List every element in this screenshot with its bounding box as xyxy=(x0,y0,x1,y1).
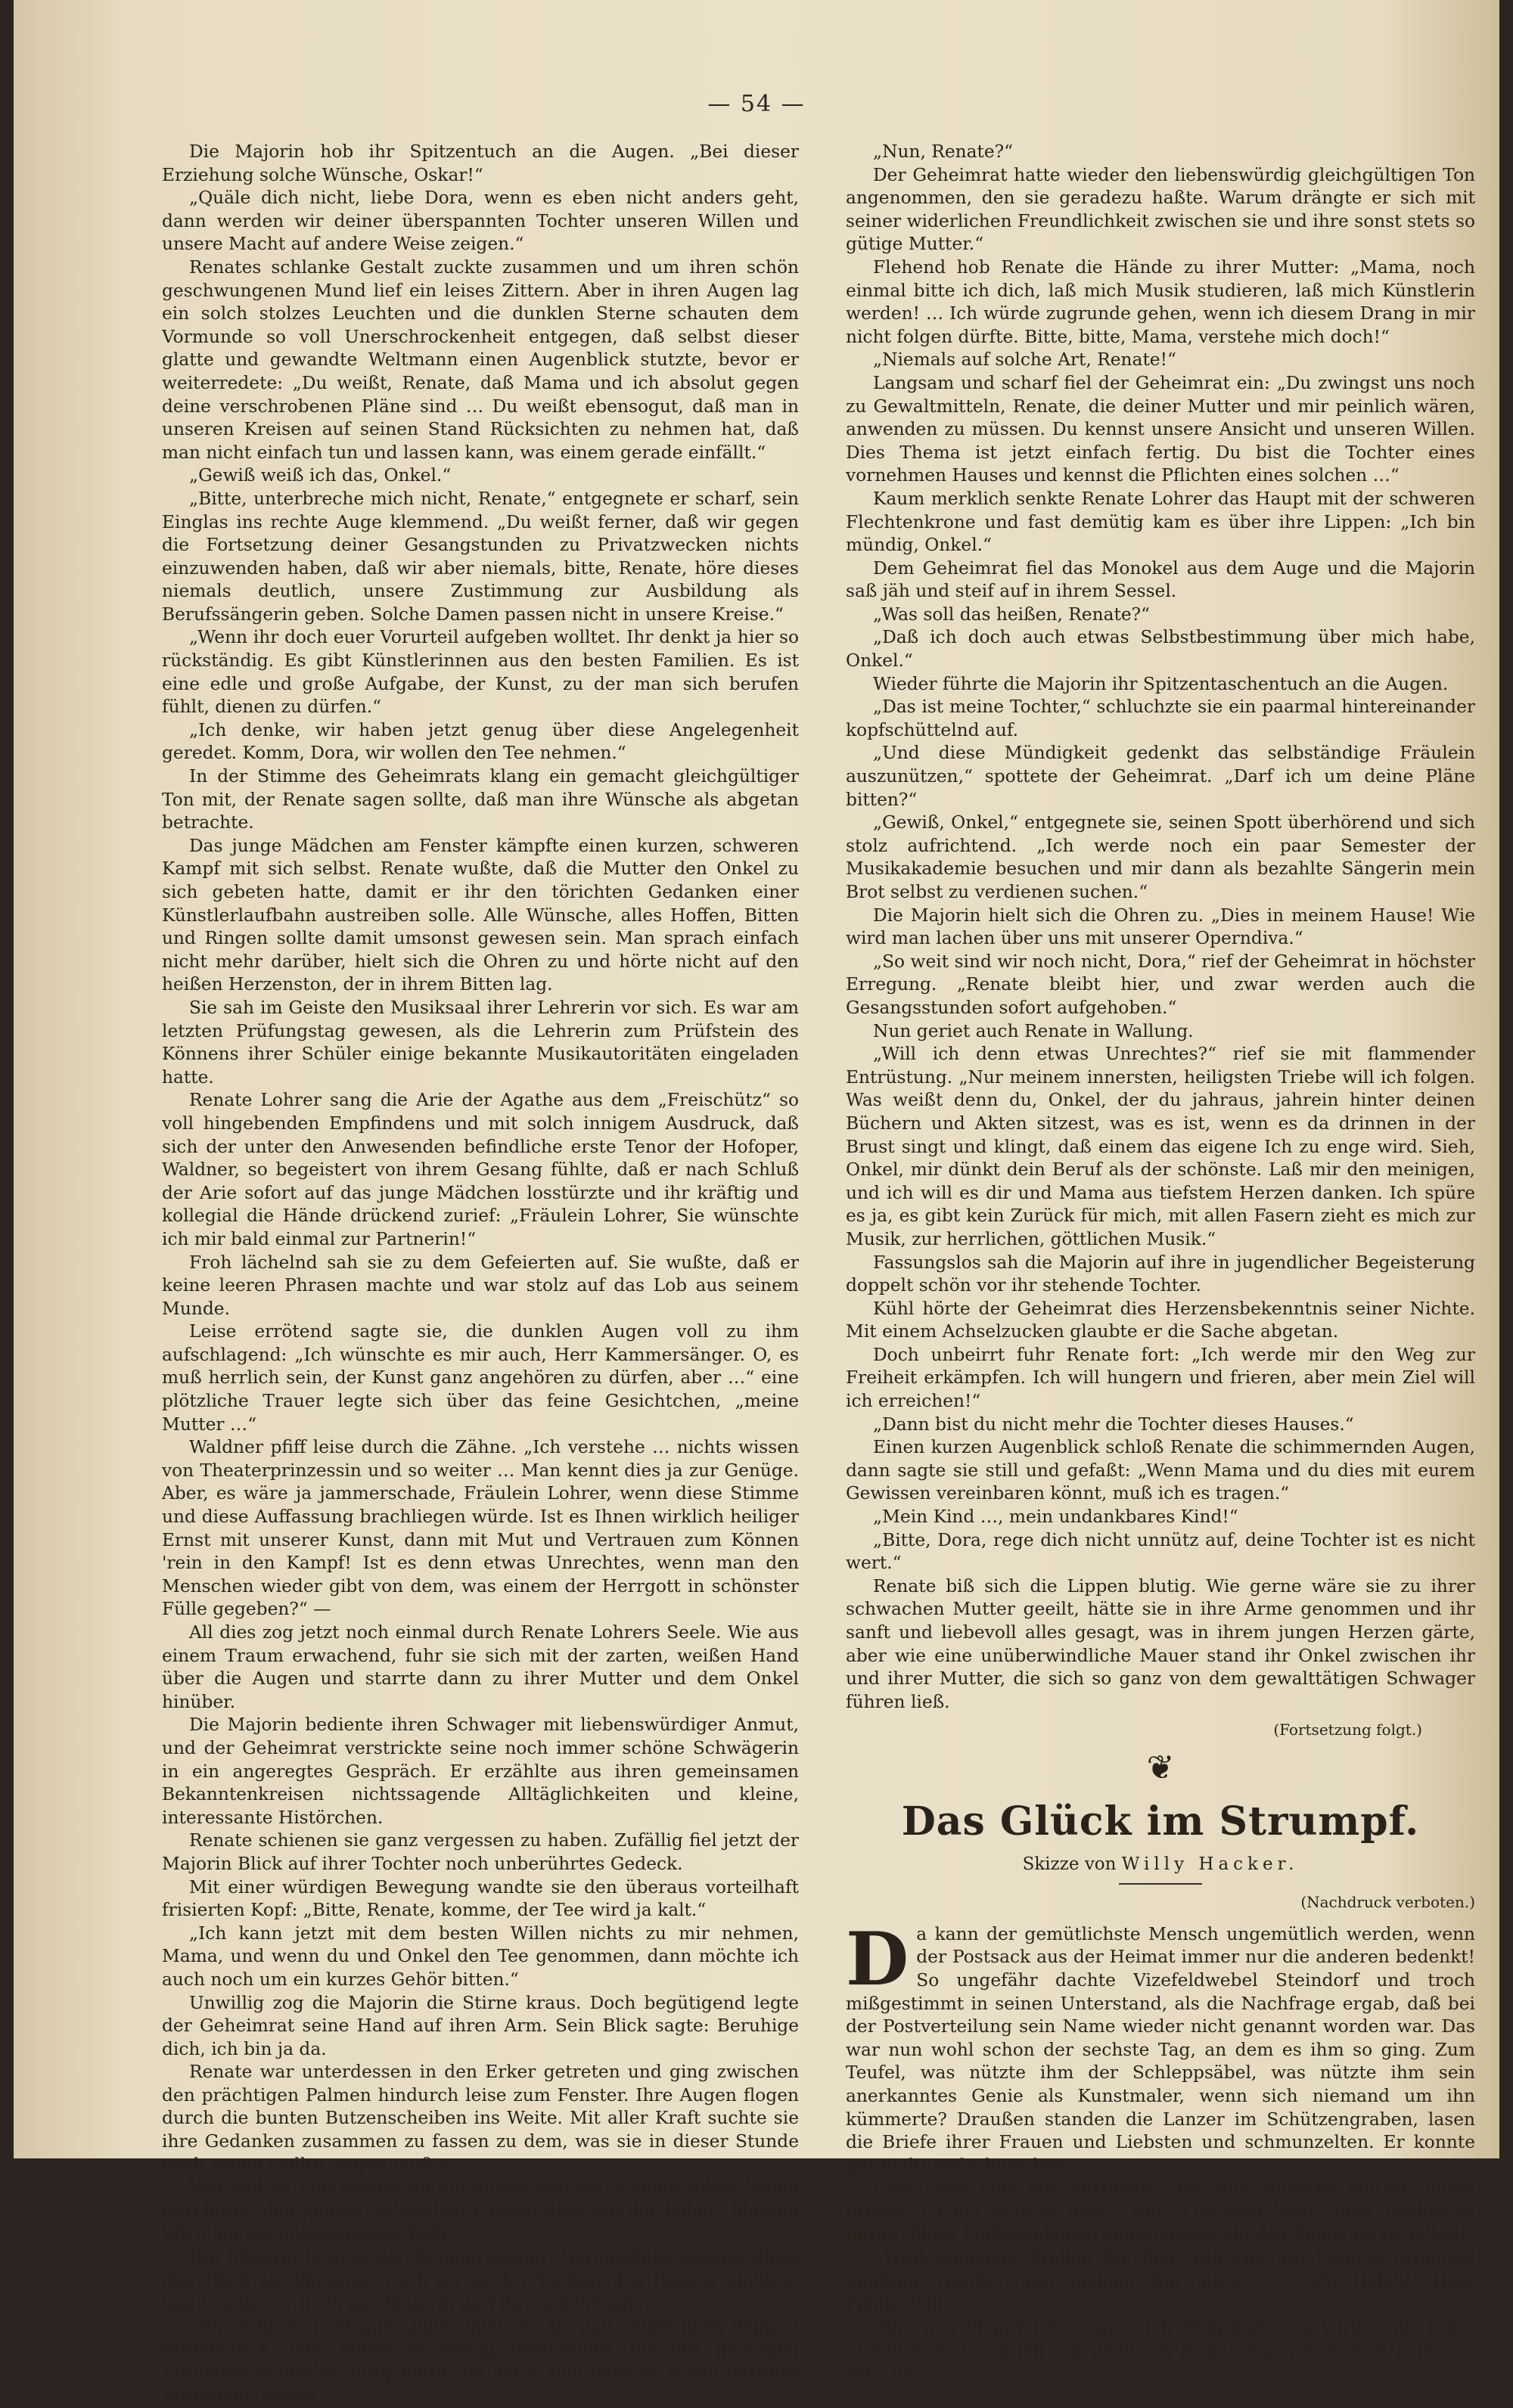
story-byline xyxy=(846,1853,1475,1876)
paragraph: „Gewiß, Onkel,“ entgegnete sie, seinen Spott überhörend und sich stolz aufrichtend. „Ich werde noch ein paar Semester der Musikakademie besuchen und mir dann als bezahlte Sängerin mein Brot selbst zu verdienen suchen.“ xyxy=(846,812,1475,902)
paragraph: „Nun, Renate?“ xyxy=(873,141,1014,162)
paragraph: „Mein Kind …, mein undankbares Kind!“ xyxy=(873,1507,1238,1528)
paragraph: Doch unbeirrt fuhr Renate fort: „Ich werde mir den Weg zur Freiheit erkämpfen. Ich will hungern und frieren, aber mein Ziel will ich erreichen!“ xyxy=(846,1344,1475,1412)
paragraph: Mit einer würdigen Bewegung wandte sie den überaus vorteilhaft frisierten Kopf: „Bitte, Renate, komme, der Tee wird ja kalt.“ xyxy=(162,1876,799,1921)
paragraph: „Will ich denn etwas Unrechtes?“ rief sie mit flammender Entrüstung. „Nur meinem innersten, heiligsten Triebe will ich folgen. Was weißt denn du, Onkel, der du jahraus, jahrein hinter deinen Büchern und Akten sitzest, was es ist, wenn es da drinnen in der Brust singt und klingt, daß einem das eigene Ich zu enge wird. Sieh, Onkel, mir dünkt dein Beruf als der schönste. Laß mir den meinigen, und ich will es dir und Mama aus tiefstem Herzen danken. Ich spüre es ja, es gibt kein Zurück für mich, mit allen Fasern zieht es mich zur Musik, zur herrlichen, göttlichen Musik.“ xyxy=(846,1044,1475,1249)
paragraph: Leise errötend sagte sie, die dunklen Augen voll zu ihm aufschlagend: „Ich wünschte es mir auch, Herr Kammersänger. O, es muß herrlich sein, der Kunst ganz angehören zu dürfen, aber …“ eine plötzliche Trauer legte sich über das feine Gesichtchen, „meine Mutter …“ xyxy=(162,1321,799,1435)
paragraph: Waldner pfiff leise durch die Zähne. „Ich verstehe … nichts wissen von Theaterprinzessin und so weiter … Man kennt dies ja zur Genüge. Aber, es wäre ja jammerschade, Fräulein Lohrer, wenn diese Stimme und diese Auffassung brachliegen würde. Ist es Ihnen wirklich heiliger Ernst mit unserer Kunst, dann mit Mut und Vertrauen zum Können 'rein in den Kampf! Ist es denn etwas Unrechtes, wenn man den Menschen wieder gibt von dem, was einem der Herrgott in schönster Fülle gegeben?“ — xyxy=(162,1437,799,1620)
paragraph: All dies zog jetzt noch einmal durch Renate Lohrers Seele. Wie aus einem Traum erwachend, fuhr sie sich mit der zarten, weißen Hand über die Augen und starrte dann zu ihrer Mutter und dem Onkel hinüber. xyxy=(162,1622,799,1712)
paragraph: Kühl hörte der Geheimrat dies Herzensbekenntnis seiner Nichte. Mit einem Achselzucken glaubte er die Sache abgetan. xyxy=(846,1298,1475,1342)
paragraph: Die Majorin bediente ihren Schwager mit liebenswürdiger Anmut, und der Geheimrat verstrickte seine noch immer schöne Schwägerin in ein angeregtes Gespräch. Er erzählte aus ihren gemeinsamen Bekanntenkreisen nichtssagende Alltäglichkeiten und kleine, interessante Histörchen. xyxy=(162,1714,799,1828)
paragraph: „Was soll das heißen, Renate?“ xyxy=(873,604,1151,625)
story-body xyxy=(846,1916,1475,2386)
right-column xyxy=(846,141,1475,2386)
paragraph: Die Majorin hielt sich die Ohren zu. „Dies in meinem Hause! Wie wird man lachen über uns mit unserer Operndiva.“ xyxy=(846,905,1475,949)
left-column xyxy=(162,141,799,2408)
paragraph: Dem Geheimrat fiel das Monokel aus dem Auge und die Majorin saß jäh und steif auf in ihrem Sessel. xyxy=(846,557,1475,602)
paragraph: Wieder führte die Majorin ihr Spitzentaschentuch an die Augen. xyxy=(873,673,1449,694)
paragraph: Von Zeit zu Zeit schloß sie die Augen und ein schmerzvolles Leben durchrann den jungen, schlanken Körper. Aber auf der hohen, blassen Stirn lag ein unbeugsamer Wille. xyxy=(162,2177,799,2245)
paragraph: Langsam und scharf fiel der Geheimrat ein: „Du zwingst uns noch zu Gewaltmitteln, Renate, die deiner Mutter und mir peinlich wären, anwenden zu müssen. Du kennst unsere Ansicht und unseren Willen. Dies Thema ist jetzt einfach fertig. Du bist die Tochter eines vornehmen Hauses und kennst die Pflichten eines solchen …“ xyxy=(846,372,1475,486)
paragraph: Die Majorin läutete der Zimmerjungfer. Geräuschlos räumte diese den Tisch ab. Verstohlen sah sie zu der Tochter des Hauses hinüber, und von dieser nach der Majorin und ihrem Schwager. xyxy=(162,2247,799,2314)
paragraph: Flehend hob Renate die Hände zu ihrer Mutter: „Mama, noch einmal bitte ich dich, laß mich Musik studieren, laß mich Künstlerin werden! … Ich würde zugrunde gehen, wenn ich diesem Drang in mir nicht folgen dürfte. Bitte, bitte, Mama, verstehe mich doch!“ xyxy=(846,256,1475,347)
paragraph: Das junge Mädchen am Fenster kämpfte einen kurzen, schweren Kampf mit sich selbst. Renate wußte, daß die Mutter den Onkel zu sich gebeten hatte, damit er ihr den törichten Gedanken einer Künstlerlaufbahn austreiben solle. Alle Wünsche, alles Hoffen, Bitten und Ringen sollte damit umsonst gewesen sein. Man sprach einfach nicht mehr darüber, hielt sich die Ohren zu und hörte nicht auf den heißen Herzenston, der in ihrem Bitten lag. xyxy=(162,835,799,995)
paragraph: Froh lächelnd sah sie zu dem Gefeierten auf. Sie wußte, daß er keine leeren Phrasen machte und war stolz auf das Lob aus seinem Munde. xyxy=(162,1252,799,1319)
paragraph: Kaum merklich senkte Renate Lohrer das Haupt mit der schweren Flechtenkrone und fast demütig kam es über ihre Lippen: „Ich bin mündig, Onkel.“ xyxy=(846,488,1475,556)
byline-prefix: Skizze von xyxy=(1022,1854,1117,1874)
story-title: Das Glück im Strumpf. xyxy=(901,1798,1420,1845)
author-name: Willy Hacker. xyxy=(1121,1854,1299,1874)
paragraph: Da kann der gemütlichste Mensch ungemütlich werden, wenn der Postsack aus der Heimat immer nur die anderen bedenkt! So ungefähr dachte Vizefeldwebel Steindorf und troch mißgestimmt in seinen Unterstand, als die Nachfrage ergab, daß bei der Postverteilung sein Name wieder nicht genannt worden war. Das war nun wohl schon der sechste Tag, an dem es ihm so ging. Zum Teufel, was nützte ihm der Schleppsäbel, was nützte ihm sein anerkanntes Genie als Kunstmaler, wenn sich niemand um ihn kümmerte? Draußen standen die Lanzer im Schützengraben, lasen die Briefe ihrer Frauen und Liebsten und schmunzelten. Er konnte gar nicht mehr hinsehen. xyxy=(846,1916,1475,2176)
paragraph: Der Geheimrat hatte wieder den liebenswürdig gleichgültigen Ton angenommen, den sie geradezu haßte. Warum drängte er sich mit seiner widerlichen Freundlichkeit zwischen sie und ihre sonst stets so gütige Mutter.“ xyxy=(846,164,1475,255)
paragraph: „Bitte, Dora, rege dich nicht unnütz auf, deine Tochter ist es nicht wert.“ xyxy=(846,1529,1475,1574)
paragraph: „Gewiß weiß ich das, Onkel.“ xyxy=(189,465,452,486)
paragraph: „Dann bist du nicht mehr die Tochter dieses Hauses.“ xyxy=(873,1413,1354,1435)
ornament-fleuron: ❦ xyxy=(1146,1748,1175,1787)
paragraph: „Daß ich doch auch etwas Selbstbestimmung über mich habe, Onkel.“ xyxy=(846,627,1475,672)
continuation-note: (Fortsetzung folgt.) xyxy=(1273,1721,1422,1739)
paragraph: „Na, das klappt ja!“ sagte sich Steindorf, „es wird wohl keine Sünde sein, wenn ich mir auch ein Paar nehme, brauchen kann ich sie.“ Er xyxy=(846,2316,1475,2385)
paragraph: Sein Groll war fast verraucht, als sein Bursche eintrat, einen großen Karton unterm Arm. „Herr Leutnant läßt Herrn Feldwebel bitten, diese Liebesgabenstrümpfe innerhalb des Zuges zu verteilen!“ — „Wird gemacht. Stellen Sie fest, wie viel pro Gruppe dringend benötigt werden und melden Sie mir's.“ — „Zu Befehl, Herr Feldwebel!“ xyxy=(846,2178,1475,2315)
drop-cap: D xyxy=(846,1916,909,2002)
paragraph: „Ich kann jetzt mit dem besten Willen nichts zu mir nehmen, Mama, und wenn du und Onkel den Tee genommen, dann möchte ich auch noch um ein kurzes Gehör bitten.“ xyxy=(162,1922,799,1990)
divider-rule xyxy=(1119,1883,1202,1885)
paragraph: Unwillig zog die Majorin die Stirne kraus. Doch begütigend legte der Geheimrat seine Hand auf ihren Arm. Sein Blick sagte: Beruhige dich, ich bin ja da. xyxy=(162,1992,799,2059)
paragraph: „Quäle dich nicht, liebe Dora, wenn es eben nicht anders geht, dann werden wir deiner überspannten Tochter unseren Willen und unsere Macht auf andere Weise zeigen.“ xyxy=(162,188,799,255)
paragraph: Einen kurzen Augenblick schloß Renate die schimmernden Augen, dann sagte sie still und gefaßt: „Wenn Mama und du dies mit eurem Gewissen vereinbaren könnt, muß ich es tragen.“ xyxy=(846,1437,1475,1504)
paragraph: „Bitte, unterbreche mich nicht, Renate,“ entgegnete er scharf, sein Einglas ins rechte Auge klemmend. „Du weißt ferner, daß wir gegen die Fortsetzung deiner Gesangstunden zu Privatzwecken nichts einzuwenden haben, daß wir aber niemals, bitte, Renate, höre dieses niemals deutlich, unsere Zustimmung zur Ausbildung als Berufssängerin geben. Solche Damen passen nicht in unsere Kreise.“ xyxy=(162,488,799,625)
paragraph: Renates schlanke Gestalt zuckte zusammen und um ihren schön geschwungenen Mund lief ein leises Zittern. Aber in ihren Augen lag ein solch stolzes Leuchten und die dunklen Sterne schauten dem Vormunde so voll Unerschrockenheit entgegen, daß selbst dieser glatte und gewandte Weltmann einen Augenblick stutzte, bevor er weiterredete: „Du weißt, Renate, daß Mama und ich absolut gegen deine verschrobenen Pläne sind … Du weißt ebensogut, daß man in unseren Kreisen auf seinen Stand Rücksichten zu nehmen hat, daß man nicht einfach tun und lassen kann, was einem gerade einfällt.“ xyxy=(162,256,799,463)
paragraph: In der Stimme des Geheimrats klang ein gemacht gleichgültiger Ton mit, der Renate sagen sollte, daß man ihre Wünsche als abgetan betrachte. xyxy=(162,766,799,833)
paragraph: Renate biß sich die Lippen blutig. Wie gerne wäre sie zu ihrer schwachen Mutter geeilt, hätte sie in ihre Arme genommen und ihr sanft und liebevoll alles gesagt, was in ihrem jungen Herzen gärte, aber wie eine unüberwindliche Mauer stand ihr Onkel zwischen ihr und ihrer Mutter, die sich so ganz von dem gewalttätigen Schwager führen ließ. xyxy=(846,1575,1475,1712)
paragraph: „Da steht es nicht gut,“ philosophierte sie und empfand es doppelt schmerzlich, daß Marie so wenig Verständnis für des gnädigen Fräuleins Wünsche übrig hatte. Es hätte sich jetzt so schön darüber schwatzen lassen. xyxy=(162,2316,799,2406)
paragraph: „Und diese Mündigkeit gedenkt das selbständige Fräulein auszunützen,“ spottete der Geheimrat. „Darf ich um deine Pläne bitten?“ xyxy=(846,743,1475,810)
paragraph: „Wenn ihr doch euer Vorurteil aufgeben wolltet. Ihr denkt ja hier so rückständig. Es gibt Künstlerinnen aus den besten Familien. Es ist eine edle und große Aufgabe, der Kunst, zu der man sich berufen fühlt, dienen zu dürfen.“ xyxy=(162,627,799,718)
paragraph: „Niemals auf solche Art, Renate!“ xyxy=(873,349,1176,371)
paragraph: Nun geriet auch Renate in Wallung. xyxy=(873,1020,1194,1041)
newspaper-page xyxy=(14,0,1499,2406)
paragraph: Renate war unterdessen in den Erker getreten und ging zwischen den prächtigen Palmen hindurch leise zum Fenster. Ihre Augen flogen durch die bunten Butzenscheiben ins Weite. Mit aller Kraft suchte sie ihre Gedanken zusammen zu fassen zu dem, was sie in dieser Stunde noch sagen wollte, sagen mußte. xyxy=(162,2062,799,2175)
paragraph: Renate schienen sie ganz vergessen zu haben. Zufällig fiel jetzt der Majorin Blick auf ihrer Tochter noch unberührtes Gedeck. xyxy=(162,1830,799,1874)
paragraph: „Ich denke, wir haben jetzt genug über diese Angelegenheit geredet. Komm, Dora, wir wollen den Tee nehmen.“ xyxy=(162,719,799,764)
page-number: — 54 — xyxy=(707,91,806,117)
rights-note: (Nachdruck verboten.) xyxy=(1300,1893,1475,1912)
paragraph: Fassungslos sah die Majorin auf ihre in jugendlicher Begeisterung doppelt schön vor ihr stehende Tochter. xyxy=(846,1252,1475,1296)
paragraph: „Das ist meine Tochter,“ schluchzte sie ein paarmal hintereinander kopfschüttelnd auf. xyxy=(846,697,1475,740)
paragraph: Renate Lohrer sang die Arie der Agathe aus dem „Freischütz“ so voll hingebenden Empfindens und mit solch innigem Ausdruck, daß sich der unter den Anwesenden befindliche erste Tenor der Hofoper, Waldner, so begeistert von ihrem Gesang fühlte, daß er nach Schluß der Arie sofort auf das junge Mädchen losstürzte und ihr kräftig und kollegial die Hände drückend zurief: „Fräulein Lohrer, Sie wünschte ich mir bald einmal zur Partnerin!“ xyxy=(162,1090,799,1249)
serial-continuation xyxy=(846,141,1475,1714)
paragraph: Die Majorin hob ihr Spitzentuch an die Augen. „Bei dieser Erziehung solche Wünsche, Oskar!“ xyxy=(162,141,799,185)
paragraph: „So weit sind wir noch nicht, Dora,“ rief der Geheimrat in höchster Erregung. „Renate bleibt hier, und zwar werden auch die Gesangsstunden sofort aufgehoben.“ xyxy=(846,951,1475,1018)
paragraph: Sie sah im Geiste den Musiksaal ihrer Lehrerin vor sich. Es war am letzten Prüfungstag gewesen, als die Lehrerin zum Prüfstein des Könnens ihrer Schüler einige bekannte Musikautoritäten eingeladen hatte. xyxy=(162,997,799,1088)
